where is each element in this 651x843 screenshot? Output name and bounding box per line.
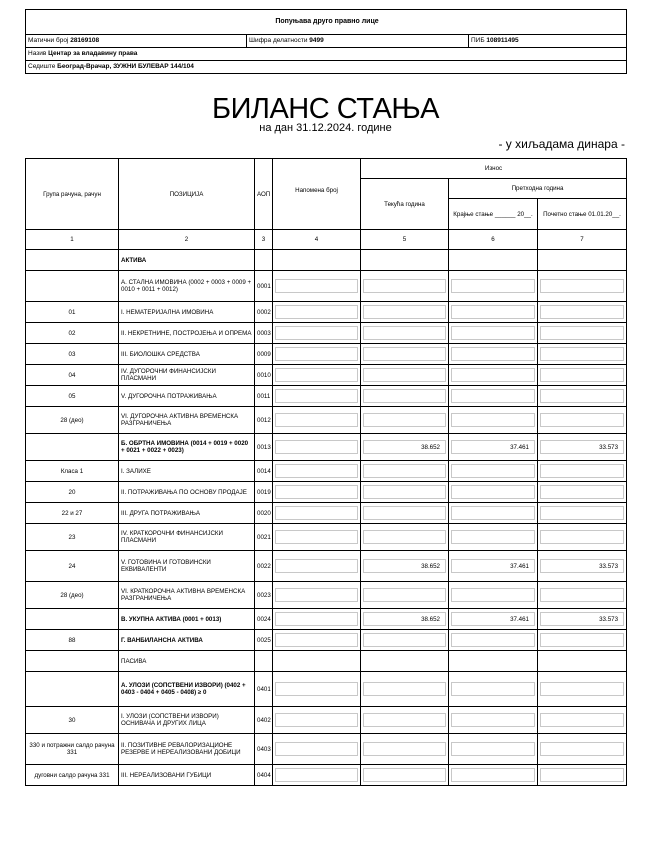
row-cur-cell bbox=[361, 707, 449, 734]
row-group-cell: 23 bbox=[26, 524, 119, 551]
row-cur-cell bbox=[361, 582, 449, 609]
row-position-cell: А. УЛОЗИ (СОПСТВЕНИ ИЗВОРИ) (0402 + 0403 - 0404 + 0405 - 0408) ≥ 0 bbox=[119, 672, 255, 707]
row-note-cell bbox=[273, 344, 361, 365]
amount-input-note[interactable] bbox=[275, 464, 358, 478]
row-note-cell bbox=[273, 503, 361, 524]
table-row bbox=[26, 302, 627, 323]
amount-input-cur[interactable]: 38.652 bbox=[363, 559, 446, 573]
amount-input-start[interactable] bbox=[540, 742, 624, 756]
row-group-cell: 30 bbox=[26, 707, 119, 734]
amount-input-end[interactable] bbox=[451, 464, 535, 478]
amount-input-note[interactable] bbox=[275, 305, 358, 319]
row-aop-cell: 0022 bbox=[255, 551, 273, 582]
amount-input-cur[interactable] bbox=[363, 326, 446, 340]
row-start-cell bbox=[538, 271, 627, 302]
row-start-cell bbox=[538, 482, 627, 503]
row-position-cell: VI. ДУГОРОЧНА АКТИВНА ВРЕМЕНСКА РАЗГРАНИЧЕЊА bbox=[119, 407, 255, 434]
amount-input-note[interactable] bbox=[275, 633, 358, 647]
row-start-cell bbox=[538, 302, 627, 323]
row-position-cell: ПАСИВА bbox=[119, 651, 255, 672]
col-prev-start-header: Почетно стање 01.01.20__. bbox=[538, 199, 627, 230]
row-aop-cell: 0023 bbox=[255, 582, 273, 609]
row-position-cell: III. НЕРЕАЛИЗОВАНИ ГУБИЦИ bbox=[119, 765, 255, 786]
row-position-cell: II. НЕКРЕТНИНЕ, ПОСТРОЈЕЊА И ОПРЕМА bbox=[119, 323, 255, 344]
entity-type: Попуњава друго правно лице bbox=[26, 10, 626, 35]
amount-input-note[interactable] bbox=[275, 612, 358, 626]
row-start-cell bbox=[538, 386, 627, 407]
row-cur-cell bbox=[361, 344, 449, 365]
amount-input-cur[interactable] bbox=[363, 279, 446, 293]
amount-input-end[interactable] bbox=[451, 347, 535, 361]
amount-input-start[interactable] bbox=[540, 768, 624, 782]
amount-input-note[interactable] bbox=[275, 682, 358, 696]
amount-input-end[interactable] bbox=[451, 682, 535, 696]
row-aop-cell: 0402 bbox=[255, 707, 273, 734]
row-cur-cell bbox=[361, 434, 449, 461]
amount-input-cur[interactable] bbox=[363, 530, 446, 544]
row-position-cell: IV. ДУГОРОЧНИ ФИНАНСИЈСКИ ПЛАСМАНИ bbox=[119, 365, 255, 386]
amount-input-cur[interactable] bbox=[363, 588, 446, 602]
row-group-cell: Класа 1 bbox=[26, 461, 119, 482]
amount-input-cur[interactable] bbox=[363, 368, 446, 382]
amount-input-start[interactable] bbox=[540, 368, 624, 382]
amount-input-end[interactable] bbox=[451, 768, 535, 782]
row-start-cell bbox=[538, 765, 627, 786]
row-cur-cell bbox=[361, 524, 449, 551]
row-aop-cell: 0011 bbox=[255, 386, 273, 407]
amount-input-start[interactable] bbox=[540, 633, 624, 647]
row-start-cell bbox=[538, 434, 627, 461]
row-end-cell bbox=[449, 503, 538, 524]
row-note-cell bbox=[273, 582, 361, 609]
col-prev-end-header: Крајње стање ______ 20__. bbox=[449, 199, 538, 230]
amount-input-cur[interactable] bbox=[363, 682, 446, 696]
table-row bbox=[26, 407, 627, 434]
table-row bbox=[26, 734, 627, 765]
table-row bbox=[26, 630, 627, 651]
amount-input-cur[interactable] bbox=[363, 389, 446, 403]
amount-input-start[interactable]: 33.573 bbox=[540, 440, 624, 454]
amount-input-cur[interactable] bbox=[363, 413, 446, 427]
row-end-cell bbox=[449, 672, 538, 707]
tax-id: ПИБ 108911495 bbox=[468, 35, 519, 47]
row-group-cell: 330 и потражни салдо рачуна 331 bbox=[26, 734, 119, 765]
row-note-cell bbox=[273, 461, 361, 482]
row-aop-cell: 0002 bbox=[255, 302, 273, 323]
amount-input-note[interactable] bbox=[275, 389, 358, 403]
row-end-cell bbox=[449, 434, 538, 461]
row-cur-cell bbox=[361, 250, 449, 271]
amount-input-start[interactable] bbox=[540, 326, 624, 340]
row-group-cell bbox=[26, 672, 119, 707]
row-aop-cell: 0024 bbox=[255, 609, 273, 630]
row-note-cell bbox=[273, 434, 361, 461]
table-row bbox=[26, 434, 627, 461]
table-row bbox=[26, 365, 627, 386]
row-note-cell bbox=[273, 551, 361, 582]
row-cur-cell bbox=[361, 503, 449, 524]
amount-input-note[interactable] bbox=[275, 440, 358, 454]
table-row bbox=[26, 524, 627, 551]
row-note-cell bbox=[273, 271, 361, 302]
amount-input-note[interactable] bbox=[275, 279, 358, 293]
row-note-cell bbox=[273, 323, 361, 344]
row-group-cell: 28 (део) bbox=[26, 407, 119, 434]
row-start-cell bbox=[538, 407, 627, 434]
table-row bbox=[26, 461, 627, 482]
amount-input-cur[interactable] bbox=[363, 485, 446, 499]
row-cur-cell bbox=[361, 365, 449, 386]
row-group-cell: 20 bbox=[26, 482, 119, 503]
row-aop-cell: 0019 bbox=[255, 482, 273, 503]
row-note-cell bbox=[273, 765, 361, 786]
col-number: 3 bbox=[255, 230, 273, 250]
row-position-cell: III. БИОЛОШКА СРЕДСТВА bbox=[119, 344, 255, 365]
row-aop-cell: 0014 bbox=[255, 461, 273, 482]
row-position-cell: V. ДУГОРОЧНА ПОТРАЖИВАЊА bbox=[119, 386, 255, 407]
col-number: 2 bbox=[119, 230, 255, 250]
col-note-header: Напомена број bbox=[273, 159, 361, 230]
row-cur-cell bbox=[361, 651, 449, 672]
row-end-cell bbox=[449, 582, 538, 609]
row-note-cell bbox=[273, 250, 361, 271]
amount-input-start[interactable] bbox=[540, 279, 624, 293]
table-row bbox=[26, 582, 627, 609]
row-position-cell: А. СТАЛНА ИМОВИНА (0002 + 0003 + 0009 + 0010 + 0011 + 0012) bbox=[119, 271, 255, 302]
row-cur-cell bbox=[361, 407, 449, 434]
row-note-cell bbox=[273, 524, 361, 551]
row-end-cell bbox=[449, 707, 538, 734]
col-position-header: ПОЗИЦИЈА bbox=[119, 159, 255, 230]
table-row bbox=[26, 503, 627, 524]
row-group-cell: 02 bbox=[26, 323, 119, 344]
row-group-cell: 22 и 27 bbox=[26, 503, 119, 524]
row-note-cell bbox=[273, 630, 361, 651]
row-end-cell bbox=[449, 365, 538, 386]
row-start-cell bbox=[538, 551, 627, 582]
row-note-cell bbox=[273, 734, 361, 765]
row-cur-cell bbox=[361, 271, 449, 302]
document-subtitle: на дан 31.12.2024. године bbox=[259, 122, 392, 134]
amount-input-start[interactable] bbox=[540, 713, 624, 727]
amount-input-cur[interactable] bbox=[363, 305, 446, 319]
amount-input-cur[interactable] bbox=[363, 633, 446, 647]
row-start-cell bbox=[538, 609, 627, 630]
col-number: 5 bbox=[361, 230, 449, 250]
document-title: БИЛАНС СТАЊА bbox=[212, 93, 439, 125]
col-number: 4 bbox=[273, 230, 361, 250]
table-row bbox=[26, 765, 627, 786]
unit-note: - у хиљадама динара - bbox=[498, 137, 625, 151]
table-row bbox=[26, 672, 627, 707]
amount-input-end[interactable] bbox=[451, 742, 535, 756]
row-group-cell: 28 (део) bbox=[26, 582, 119, 609]
row-position-cell: I. НЕМАТЕРИЈАЛНА ИМОВИНА bbox=[119, 302, 255, 323]
amount-input-note[interactable] bbox=[275, 326, 358, 340]
row-aop-cell: 0013 bbox=[255, 434, 273, 461]
row-aop-cell: 0404 bbox=[255, 765, 273, 786]
row-end-cell bbox=[449, 250, 538, 271]
row-start-cell bbox=[538, 503, 627, 524]
row-start-cell bbox=[538, 582, 627, 609]
row-cur-cell bbox=[361, 482, 449, 503]
row-cur-cell bbox=[361, 609, 449, 630]
amount-input-end[interactable] bbox=[451, 506, 535, 520]
activity-code: Шифра делатности 9499 bbox=[246, 35, 324, 47]
amount-input-start[interactable] bbox=[540, 464, 624, 478]
row-position-cell: II. ПОТРАЖИВАЊА ПО ОСНОВУ ПРОДАЈЕ bbox=[119, 482, 255, 503]
row-cur-cell bbox=[361, 551, 449, 582]
row-cur-cell bbox=[361, 386, 449, 407]
row-group-cell: 04 bbox=[26, 365, 119, 386]
table-row bbox=[26, 482, 627, 503]
amount-input-end[interactable] bbox=[451, 530, 535, 544]
table-row bbox=[26, 323, 627, 344]
row-aop-cell: 0403 bbox=[255, 734, 273, 765]
col-number: 7 bbox=[538, 230, 627, 250]
col-number: 1 bbox=[26, 230, 119, 250]
row-aop-cell: 0401 bbox=[255, 672, 273, 707]
amount-input-note[interactable] bbox=[275, 588, 358, 602]
row-cur-cell bbox=[361, 630, 449, 651]
row-end-cell bbox=[449, 271, 538, 302]
amount-input-start[interactable] bbox=[540, 347, 624, 361]
amount-input-start[interactable]: 33.573 bbox=[540, 559, 624, 573]
amount-input-cur[interactable] bbox=[363, 464, 446, 478]
name-row: Назив Центар за владавину права bbox=[26, 48, 626, 61]
row-position-cell: I. УЛОЗИ (СОПСТВЕНИ ИЗВОРИ) ОСНИВАЧА И ДРУГИХ ЛИЦА bbox=[119, 707, 255, 734]
amount-input-end[interactable] bbox=[451, 485, 535, 499]
row-end-cell bbox=[449, 386, 538, 407]
registration-number: Матични број 28169108 bbox=[28, 37, 100, 44]
amount-input-end[interactable] bbox=[451, 326, 535, 340]
amount-input-start[interactable] bbox=[540, 389, 624, 403]
row-end-cell bbox=[449, 551, 538, 582]
amount-input-start[interactable] bbox=[540, 485, 624, 499]
col-number: 6 bbox=[449, 230, 538, 250]
row-start-cell bbox=[538, 651, 627, 672]
row-note-cell bbox=[273, 482, 361, 503]
row-position-cell: Г. ВАНБИЛАНСНА АКТИВА bbox=[119, 630, 255, 651]
amount-input-end[interactable] bbox=[451, 305, 535, 319]
amount-input-note[interactable] bbox=[275, 413, 358, 427]
row-end-cell bbox=[449, 651, 538, 672]
amount-input-cur[interactable] bbox=[363, 768, 446, 782]
row-note-cell bbox=[273, 407, 361, 434]
col-previous-header: Претходна година bbox=[449, 179, 627, 199]
row-start-cell bbox=[538, 323, 627, 344]
balance-table bbox=[25, 158, 627, 786]
row-cur-cell bbox=[361, 734, 449, 765]
amount-input-start[interactable] bbox=[540, 305, 624, 319]
row-cur-cell bbox=[361, 302, 449, 323]
row-note-cell bbox=[273, 707, 361, 734]
row-position-cell: В. УКУПНА АКТИВА (0001 + 0013) bbox=[119, 609, 255, 630]
row-start-cell bbox=[538, 250, 627, 271]
row-group-cell bbox=[26, 609, 119, 630]
amount-input-end[interactable]: 37.461 bbox=[451, 559, 535, 573]
row-aop-cell: 0012 bbox=[255, 407, 273, 434]
row-start-cell bbox=[538, 524, 627, 551]
row-cur-cell bbox=[361, 672, 449, 707]
amount-input-end[interactable] bbox=[451, 389, 535, 403]
row-note-cell bbox=[273, 651, 361, 672]
row-note-cell bbox=[273, 302, 361, 323]
amount-input-end[interactable] bbox=[451, 368, 535, 382]
row-end-cell bbox=[449, 734, 538, 765]
seat-row: Седиште Београд-Врачар, ЗУЖНИ БУЛЕВАР 144/104 bbox=[28, 63, 194, 70]
row-note-cell bbox=[273, 672, 361, 707]
amount-input-note[interactable] bbox=[275, 559, 358, 573]
row-aop-cell: 0025 bbox=[255, 630, 273, 651]
amount-input-note[interactable] bbox=[275, 768, 358, 782]
row-cur-cell bbox=[361, 765, 449, 786]
amount-input-start[interactable] bbox=[540, 506, 624, 520]
row-start-cell bbox=[538, 672, 627, 707]
amount-input-cur[interactable]: 38.652 bbox=[363, 440, 446, 454]
amount-input-start[interactable]: 33.573 bbox=[540, 612, 624, 626]
row-cur-cell bbox=[361, 323, 449, 344]
amount-input-start[interactable] bbox=[540, 530, 624, 544]
amount-input-note[interactable] bbox=[275, 506, 358, 520]
table-row bbox=[26, 609, 627, 630]
row-end-cell bbox=[449, 482, 538, 503]
amount-input-end[interactable] bbox=[451, 279, 535, 293]
col-current-header: Текућа година bbox=[361, 179, 449, 230]
row-start-cell bbox=[538, 461, 627, 482]
col-aop-header: АОП bbox=[255, 159, 273, 230]
row-group-cell: дуговни салдо рачуна 331 bbox=[26, 765, 119, 786]
row-end-cell bbox=[449, 524, 538, 551]
table-row bbox=[26, 271, 627, 302]
row-note-cell bbox=[273, 365, 361, 386]
amount-input-start[interactable] bbox=[540, 682, 624, 696]
amount-input-note[interactable] bbox=[275, 368, 358, 382]
row-start-cell bbox=[538, 344, 627, 365]
row-position-cell: VI. КРАТКОРОЧНА АКТИВНА ВРЕМЕНСКА РАЗГРАНИЧЕЊА bbox=[119, 582, 255, 609]
row-aop-cell: 0009 bbox=[255, 344, 273, 365]
amount-input-end[interactable] bbox=[451, 588, 535, 602]
row-group-cell bbox=[26, 271, 119, 302]
row-aop-cell: 0020 bbox=[255, 503, 273, 524]
row-end-cell bbox=[449, 630, 538, 651]
amount-input-start[interactable] bbox=[540, 588, 624, 602]
amount-input-cur[interactable]: 38.652 bbox=[363, 612, 446, 626]
row-position-cell: IV. КРАТКОРОЧНИ ФИНАНСИЈСКИ ПЛАСМАНИ bbox=[119, 524, 255, 551]
company-header bbox=[25, 9, 627, 74]
row-group-cell: 24 bbox=[26, 551, 119, 582]
amount-input-cur[interactable] bbox=[363, 742, 446, 756]
col-group-header: Група рачуна, рачун bbox=[26, 159, 119, 230]
row-aop-cell bbox=[255, 250, 273, 271]
table-row bbox=[26, 551, 627, 582]
amount-input-note[interactable] bbox=[275, 485, 358, 499]
table-row bbox=[26, 386, 627, 407]
row-note-cell bbox=[273, 386, 361, 407]
amount-input-cur[interactable] bbox=[363, 506, 446, 520]
amount-input-end[interactable] bbox=[451, 713, 535, 727]
row-aop-cell bbox=[255, 651, 273, 672]
row-end-cell bbox=[449, 609, 538, 630]
row-position-cell: АКТИВА bbox=[119, 250, 255, 271]
amount-input-note[interactable] bbox=[275, 713, 358, 727]
amount-input-note[interactable] bbox=[275, 530, 358, 544]
row-start-cell bbox=[538, 365, 627, 386]
row-aop-cell: 0010 bbox=[255, 365, 273, 386]
row-note-cell bbox=[273, 609, 361, 630]
row-end-cell bbox=[449, 323, 538, 344]
amount-input-note[interactable] bbox=[275, 742, 358, 756]
table-row bbox=[26, 707, 627, 734]
amount-input-start[interactable] bbox=[540, 413, 624, 427]
row-group-cell: 05 bbox=[26, 386, 119, 407]
id-row bbox=[26, 35, 626, 48]
table-row bbox=[26, 250, 627, 271]
row-position-cell: V. ГОТОВИНА И ГОТОВИНСКИ ЕКВИВАЛЕНТИ bbox=[119, 551, 255, 582]
amount-input-cur[interactable] bbox=[363, 347, 446, 361]
row-end-cell bbox=[449, 461, 538, 482]
table-row bbox=[26, 344, 627, 365]
row-end-cell bbox=[449, 407, 538, 434]
amount-input-end[interactable]: 37.461 bbox=[451, 440, 535, 454]
row-aop-cell: 0003 bbox=[255, 323, 273, 344]
row-start-cell bbox=[538, 734, 627, 765]
amount-input-end[interactable]: 37.461 bbox=[451, 612, 535, 626]
row-position-cell: Б. ОБРТНА ИМОВИНА (0014 + 0019 + 0020 + 0021 + 0022 + 0023) bbox=[119, 434, 255, 461]
row-position-cell: I. ЗАЛИХЕ bbox=[119, 461, 255, 482]
row-position-cell: III. ДРУГА ПОТРАЖИВАЊА bbox=[119, 503, 255, 524]
row-start-cell bbox=[538, 707, 627, 734]
row-end-cell bbox=[449, 765, 538, 786]
row-aop-cell: 0021 bbox=[255, 524, 273, 551]
row-end-cell bbox=[449, 344, 538, 365]
row-group-cell bbox=[26, 651, 119, 672]
amount-input-cur[interactable] bbox=[363, 713, 446, 727]
col-amount-header: Износ bbox=[361, 159, 627, 179]
row-group-cell: 03 bbox=[26, 344, 119, 365]
row-end-cell bbox=[449, 302, 538, 323]
row-group-cell: 88 bbox=[26, 630, 119, 651]
row-start-cell bbox=[538, 630, 627, 651]
row-group-cell: 01 bbox=[26, 302, 119, 323]
row-aop-cell: 0001 bbox=[255, 271, 273, 302]
row-group-cell bbox=[26, 434, 119, 461]
amount-input-end[interactable] bbox=[451, 633, 535, 647]
row-position-cell: II. ПОЗИТИВНЕ РЕВАЛОРИЗАЦИОНЕ РЕЗЕРВЕ И НЕРЕАЛИЗОВАНИ ДОБИЦИ bbox=[119, 734, 255, 765]
table-row bbox=[26, 651, 627, 672]
row-cur-cell bbox=[361, 461, 449, 482]
amount-input-end[interactable] bbox=[451, 413, 535, 427]
amount-input-note[interactable] bbox=[275, 347, 358, 361]
row-group-cell bbox=[26, 250, 119, 271]
